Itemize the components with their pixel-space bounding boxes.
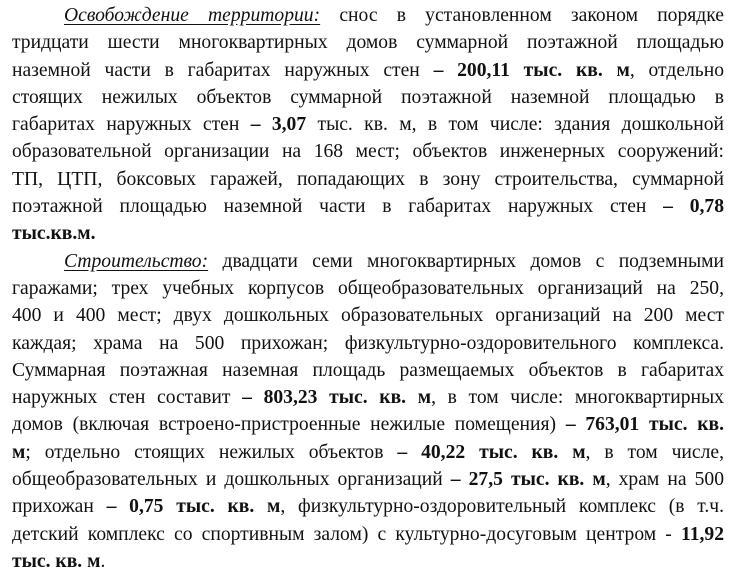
text-line: габаритах наружных стен – 3,07 тыс. кв. м, в том числе: здания дошкольной — [12, 114, 725, 136]
value-engineering-structures-area: – 0,78 — [663, 196, 724, 218]
text-line: м; отдельно стоящих нежилых объектов – 40,22 тыс. кв. м, в том числе, — [12, 441, 724, 463]
value-residential-demolition-area: – 200,11 тыс. кв. м — [433, 59, 630, 81]
section-heading-construction: Строительство: — [64, 250, 209, 272]
unit-label: тыс. кв. м — [12, 550, 101, 572]
text-line: 400 и 400 мест; двух дошкольных образовательных организаций на 200 мест — [12, 305, 724, 327]
value-schools-preschools-area: – 27,5 тыс. кв. м — [450, 469, 606, 491]
value-sports-complex-area: 11,92 — [680, 523, 724, 545]
value-church-area: – 0,75 тыс. кв. м — [106, 496, 281, 518]
text-line: домов (включая встроено-пристроенные нежилые помещения) – 763,01 тыс. кв. — [12, 414, 724, 436]
text-line: наземной части в габаритах наружных стен – 200,11 тыс. кв. м, отдельно — [12, 59, 725, 81]
text-line: стоящих нежилых объектов суммарной поэтажной наземной площадью в — [12, 86, 724, 108]
text-line: каждая; храма на 500 прихожан; физкультурно-оздоровительного комплекса. — [12, 332, 724, 354]
section-heading-territory-clearance: Освобождение территории: — [64, 5, 321, 26]
text-line: Строительство: двадцати семи многоквартирных домов с подземными — [64, 250, 724, 272]
text-line — [12, 220, 724, 247]
document-body — [12, 2, 724, 575]
text-line: ТП, ЦТП, боксовых гаражей, попадающих в зону строительства, суммарной — [12, 168, 724, 190]
text-line: Освобождение территории: снос в установленном законом порядке — [64, 5, 724, 26]
text-line: гаражами; трех учебных корпусов общеобразовательных организаций на 250, — [12, 277, 724, 299]
text-line: Суммарная поэтажная наземная площадь размещаемых объектов в габаритах — [12, 359, 724, 381]
text-line: прихожан – 0,75 тыс. кв. м, физкультурно-оздоровительный комплекс (в т.ч. — [12, 496, 724, 518]
unit-label: тыс.кв.м. — [12, 223, 96, 245]
text-line: тридцати шести многоквартирных домов суммарной поэтажной площадью — [12, 32, 724, 54]
value-residential-area: – 763,01 тыс. кв. — [565, 414, 724, 436]
value-nonresidential-area: – 40,22 тыс. кв. м — [397, 441, 586, 463]
text-line: наружных стен составит – 803,23 тыс. кв. м, в том числе: многоквартирных — [12, 387, 724, 409]
text-line: образовательной организации на 168 мест; объектов инженерных сооружений: — [12, 141, 724, 163]
value-total-area: – 803,23 тыс. кв. м — [242, 387, 432, 409]
paragraph-construction — [12, 248, 724, 575]
paragraph-territory-clearance — [12, 2, 724, 248]
text-line: детский комплекс со спортивным залом) с культурно-досуговым центром - 11,92 — [12, 523, 724, 545]
text-line: общеобразовательных и дошкольных организаций – 27,5 тыс. кв. м, храм на 500 — [12, 469, 724, 491]
text-line: поэтажной площадью наземной части в габаритах наружных стен – 0,78 — [12, 196, 724, 218]
value-nonresidential-demolition-area: – 3,07 — [250, 114, 307, 136]
text-line: тыс. кв. м. — [12, 550, 106, 572]
